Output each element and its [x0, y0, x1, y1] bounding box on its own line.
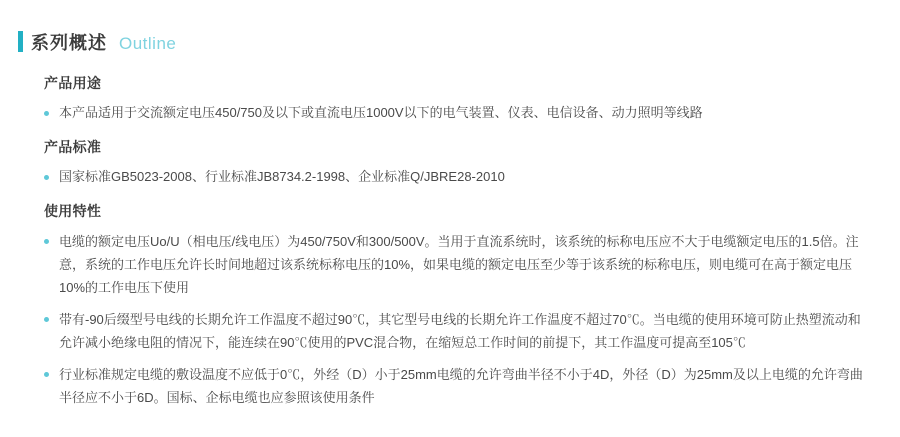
- page-title-en: Outline: [119, 34, 177, 53]
- list-item-text: 行业标准规定电缆的敷设温度不应低于0℃，外经（D）小于25mm电缆的允许弯曲半径不小于4D，外径（D）为25mm及以上电缆的允许弯曲半径应不小于6D。国标、企标电缆也应参照该使用条件: [59, 367, 863, 405]
- bullet-list: [44, 102, 870, 123]
- bullet-dot-icon: [44, 317, 49, 322]
- block-title: 使用特性: [44, 203, 102, 219]
- list-item: [44, 308, 870, 354]
- accent-bar-icon: [18, 31, 23, 52]
- bullet-list: [44, 230, 870, 409]
- page-title: 系列概述: [31, 33, 107, 53]
- list-item: [44, 166, 870, 187]
- bullet-dot-icon: [44, 239, 49, 244]
- block-title: 产品标准: [44, 139, 102, 155]
- section-header: [18, 28, 870, 55]
- list-item-text: 国家标准GB5023-2008、行业标准JB8734.2-1998、企业标准Q/JBRE28-2010: [59, 169, 505, 184]
- list-item: [44, 230, 870, 299]
- bullet-dot-icon: [44, 175, 49, 180]
- block-title: 产品用途: [44, 75, 102, 91]
- list-item: [44, 363, 870, 409]
- list-item: [44, 102, 870, 123]
- list-item-text: 电缆的额定电压Uo/U（相电压/线电压）为450/750V和300/500V。当用于直流系统时，该系统的标称电压应不大于电缆额定电压的1.5倍。注意，系统的工作电压允许长时间地超过该系统标称电压的10%，如果电缆的额定电压至少等于该系统的标称电压，则电缆可在高于额定电压10%的工作电压下使用: [59, 234, 859, 295]
- block-product-usage: [44, 73, 870, 123]
- list-item-text: 带有-90后缀型号电线的长期允许工作温度不超过90℃，其它型号电线的长期允许工作温度不超过70℃。当电缆的使用环境可防止热塑流动和允许减小绝缘电阻的情况下，能连续在90℃使用的PVC混合物，在缩短总工作时间的前提下，其工作温度可提高至105℃: [59, 312, 861, 350]
- list-item-text: 本产品适用于交流额定电压450/750及以下或直流电压1000V以下的电气装置、仪表、电信设备、动力照明等线路: [59, 105, 703, 120]
- bullet-dot-icon: [44, 111, 49, 116]
- bullet-list: [44, 166, 870, 187]
- block-product-standard: [44, 137, 870, 187]
- block-usage-characteristics: [44, 201, 870, 409]
- bullet-dot-icon: [44, 372, 49, 377]
- content-area: [18, 73, 870, 409]
